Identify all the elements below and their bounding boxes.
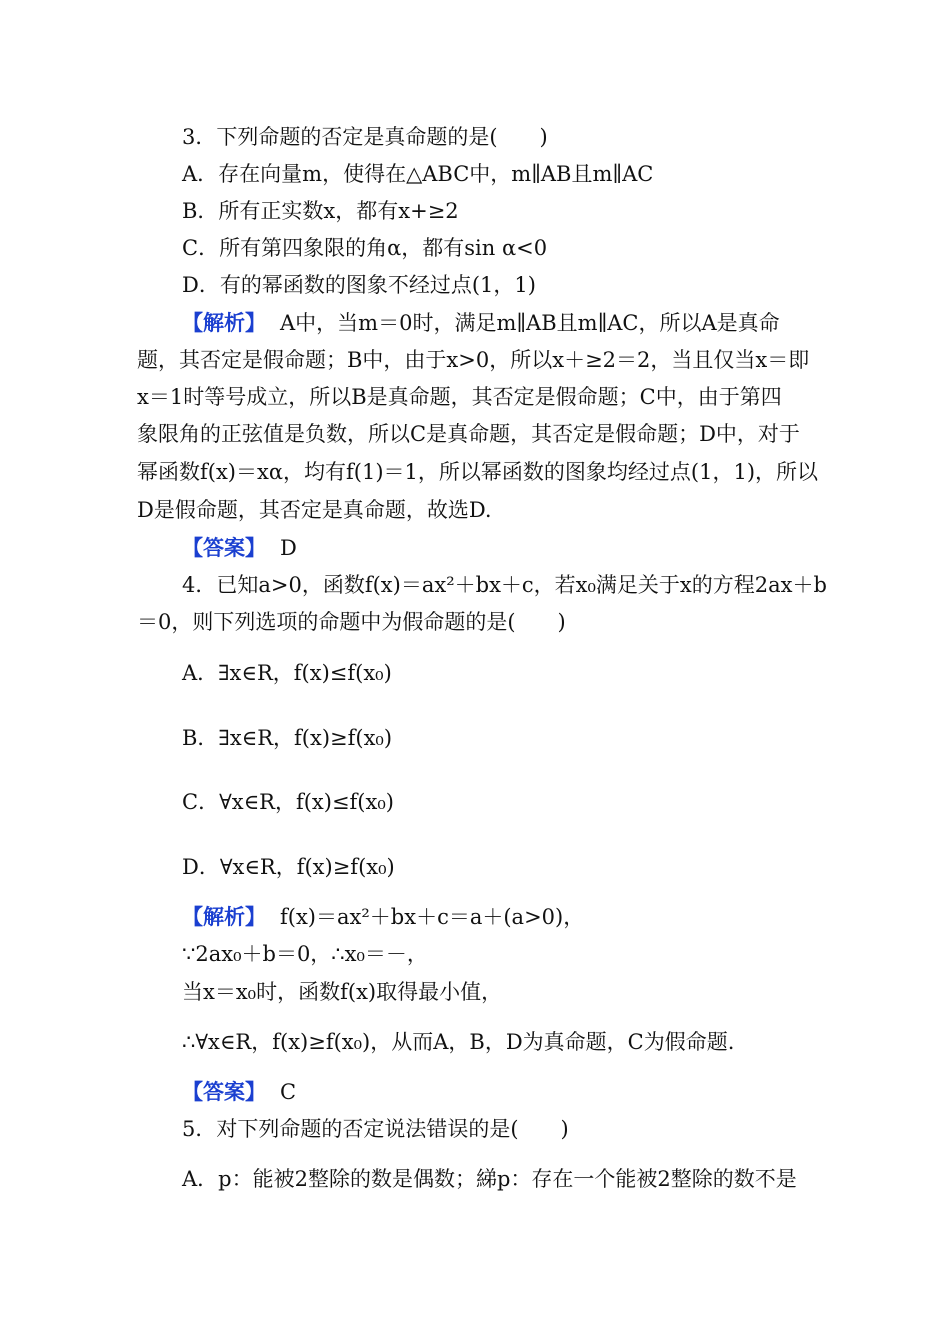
- q4-analysis-line-4: ∴∀x∈R，f(x)≥f(x₀)，从而A，B，D为真命题，C为假命题.: [182, 1030, 735, 1054]
- q3-stem: 3．下列命题的否定是真命题的是( ): [182, 125, 548, 149]
- q3-option-c: C．所有第四象限的角α，都有sin α<0: [182, 236, 548, 260]
- q4-option-c: C．∀x∈R，f(x)≤f(x₀): [182, 790, 394, 814]
- q4-option-a: A．∃x∈R，f(x)≤f(x₀): [182, 661, 392, 685]
- q4-answer-line: [182, 1079, 296, 1105]
- q3-analysis-line-2: 题，其否定是假命题；B中，由于x>0，所以x＋≥2＝2，当且仅当x＝即: [137, 348, 810, 372]
- q3-option-b: B．所有正实数x，都有x+≥2: [182, 199, 459, 223]
- q3-option-d: D．有的幂函数的图象不经过点(1，1): [182, 273, 536, 297]
- q4-analysis-text-1: f(x)＝ax²＋bx＋c＝a＋(a>0)，: [280, 905, 585, 929]
- q4-analysis-line-1: [182, 904, 584, 930]
- q3-analysis-text-1: A中，当m＝0时，满足m∥AB且m∥AC，所以A是真命: [280, 311, 780, 335]
- q3-analysis-line-5: 幂函数f(x)＝xα，均有f(1)＝1，所以幂函数的图象均经过点(1，1)，所以: [137, 460, 819, 484]
- q4-stem-line-2: ＝0，则下列选项的命题中为假命题的是( ): [137, 610, 566, 634]
- q4-analysis-line-3: 当x＝x₀时，函数f(x)取得最小值，: [182, 980, 503, 1004]
- q3-analysis-line-4: 象限角的正弦值是负数，所以C是真命题，其否定是假命题；D中，对于: [137, 422, 800, 446]
- q3-option-a: A．存在向量m，使得在△ABC中，m∥AB且m∥AC: [182, 162, 654, 186]
- q3-answer-value: D: [280, 536, 297, 560]
- q4-answer-value: C: [280, 1080, 297, 1104]
- q4-stem-line-1: 4．已知a>0，函数f(x)＝ax²＋bx＋c，若x₀满足关于x的方程2ax＋b: [182, 573, 827, 597]
- q3-analysis-line-1: [182, 310, 780, 336]
- q4-analysis-line-2: ∵2ax₀＋b＝0，∴x₀＝－，: [182, 942, 428, 966]
- q3-analysis-line-3: x＝1时等号成立，所以B是真命题，其否定是假命题；C中，由于第四: [137, 385, 782, 409]
- q5-option-a: A．p：能被2整除的数是偶数；綈p：存在一个能被2整除的数不是: [182, 1167, 797, 1191]
- q4-answer-tag: 【答案】: [182, 1079, 266, 1104]
- q4-analysis-tag: 【解析】: [182, 904, 266, 929]
- q3-answer-line: [182, 535, 297, 561]
- q3-answer-tag: 【答案】: [182, 535, 266, 560]
- q5-stem: 5．对下列命题的否定说法错误的是( ): [182, 1117, 569, 1141]
- q3-analysis-tag: 【解析】: [182, 310, 266, 335]
- q3-analysis-line-6: D是假命题，其否定是真命题，故选D.: [137, 498, 492, 522]
- q4-option-d: D．∀x∈R，f(x)≥f(x₀): [182, 855, 395, 879]
- q4-option-b: B．∃x∈R，f(x)≥f(x₀): [182, 726, 393, 750]
